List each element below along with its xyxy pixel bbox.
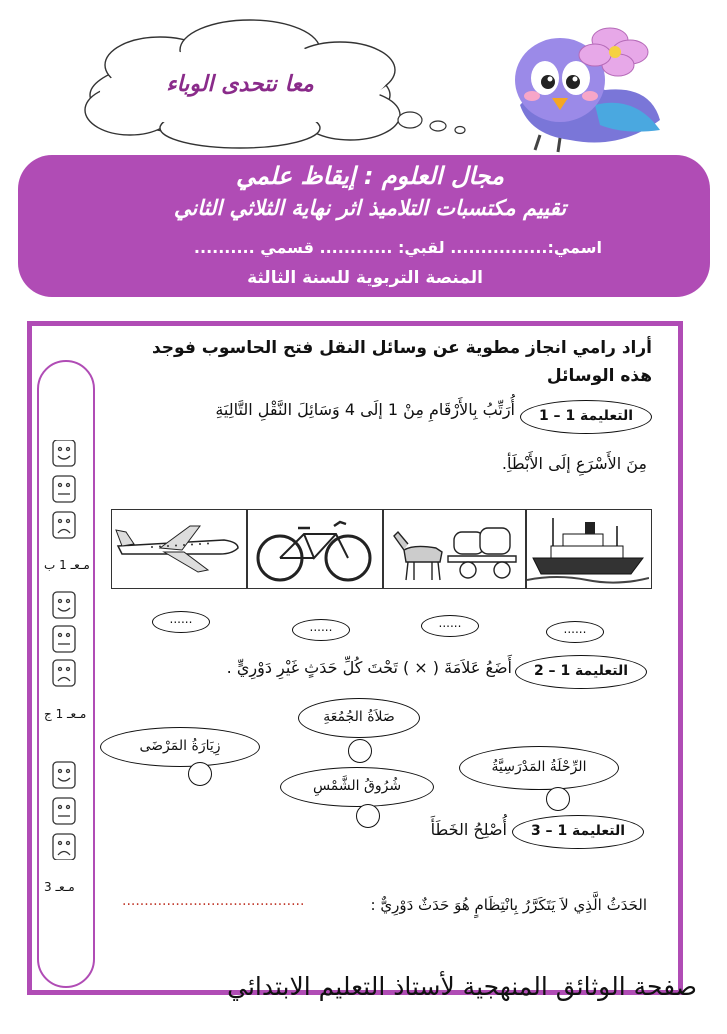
happy-face-icon	[53, 440, 75, 466]
answer-dotted-line[interactable]: .........................................	[122, 893, 305, 909]
mark-friday-prayer[interactable]	[348, 739, 372, 763]
footer-caption: صفحة الوثائق المنهجية لأستاذ التعليم الابتدائي	[227, 972, 697, 1001]
instruction-1-text-2: مِنَ الأَسْرَعِ إلَى الأَبْطَأِ.	[501, 454, 647, 473]
mark-sunrise[interactable]	[356, 804, 380, 828]
answer-bicycle[interactable]: ......	[292, 619, 350, 641]
bicycle-card	[247, 509, 383, 589]
happy-face-icon	[53, 592, 75, 618]
event-school-trip: الرِّحْلَةُ المَدْرَسِيَّةُ	[459, 746, 619, 790]
ship-icon	[527, 510, 649, 586]
instruction-3-text: أُصْلِحُ الخَطَأَ	[430, 820, 507, 839]
sad-face-icon	[53, 512, 75, 538]
platform-name: المنصة التربوية للسنة الثالثة	[247, 268, 483, 288]
instruction-3-badge: التعليمة 1 – 3	[512, 815, 644, 849]
donkey-cart-icon	[384, 510, 523, 586]
sad-face-icon	[53, 834, 75, 860]
intro-line-2: هذه الوسائل	[546, 366, 652, 386]
instruction-2-text: أَضَعُ عَلاَمَةَ ( × ) تَحْتَ كُلِّ حَدَثٍ غَيْرِ دَوْرِيٍّ .	[226, 658, 512, 677]
student-info-line: اسمي:................ لقبي: ............ قسمي ..........	[193, 238, 602, 257]
criterion-label-2: مـعـ 1 ج	[44, 707, 87, 721]
cloud-slogan: معا نتحدى الوباء	[166, 72, 314, 97]
instruction-1-badge: التعليمة 1 – 1	[520, 400, 652, 434]
answer-donkey-cart[interactable]: ......	[421, 615, 479, 637]
criterion-label-1: مـعـ 1 ب	[44, 558, 90, 572]
sad-face-icon	[53, 660, 75, 686]
happy-face-icon	[53, 762, 75, 788]
airplane-icon	[112, 510, 244, 586]
airplane-card	[111, 509, 247, 589]
instruction-2-badge: التعليمة 1 – 2	[515, 655, 647, 689]
answer-airplane[interactable]: ......	[152, 611, 210, 633]
bicycle-icon	[248, 510, 380, 586]
mark-visit-sick[interactable]	[188, 762, 212, 786]
criteria-faces	[50, 440, 80, 860]
event-friday-prayer: صَلاَةُ الجُمُعَةِ	[298, 698, 420, 738]
intro-line-1: أراد رامي انجاز مطوية عن وسائل النقل فتح الحاسوب فوجد	[151, 338, 652, 358]
subject-title: مجال العلوم : إيقاظ علمي	[235, 162, 505, 190]
event-sunrise: شُرُوقُ الشَّمْسِ	[280, 767, 434, 807]
ship-card	[526, 509, 652, 589]
bird-mascot-icon	[500, 10, 670, 155]
faulty-sentence: الحَدَثُ الَّذِي لاَ يَتَكَرَّرُ بِانْتِظَامٍ هُوَ حَدَثٌ دَوْرِيٌّ :	[370, 896, 647, 914]
exam-subtitle: تقييم مكتسبات التلاميذ اثر نهاية الثلاثي الثاني	[173, 196, 567, 220]
event-visit-sick: زِيَارَةُ المَرْضَى	[100, 727, 260, 767]
answer-ship[interactable]: ......	[546, 621, 604, 643]
instruction-1-text: أُرَتِّبُ بِالأَرْقَامِ مِنْ 1 إلَى 4 وَسَائِلَ النَّقْلِ التَّالِيَةِ	[215, 400, 515, 419]
donkey-cart-card	[383, 509, 526, 589]
mark-school-trip[interactable]	[546, 787, 570, 811]
criterion-label-3: مـعـ 3	[44, 880, 75, 894]
neutral-face-icon	[53, 476, 75, 502]
neutral-face-icon	[53, 626, 75, 652]
neutral-face-icon	[53, 798, 75, 824]
